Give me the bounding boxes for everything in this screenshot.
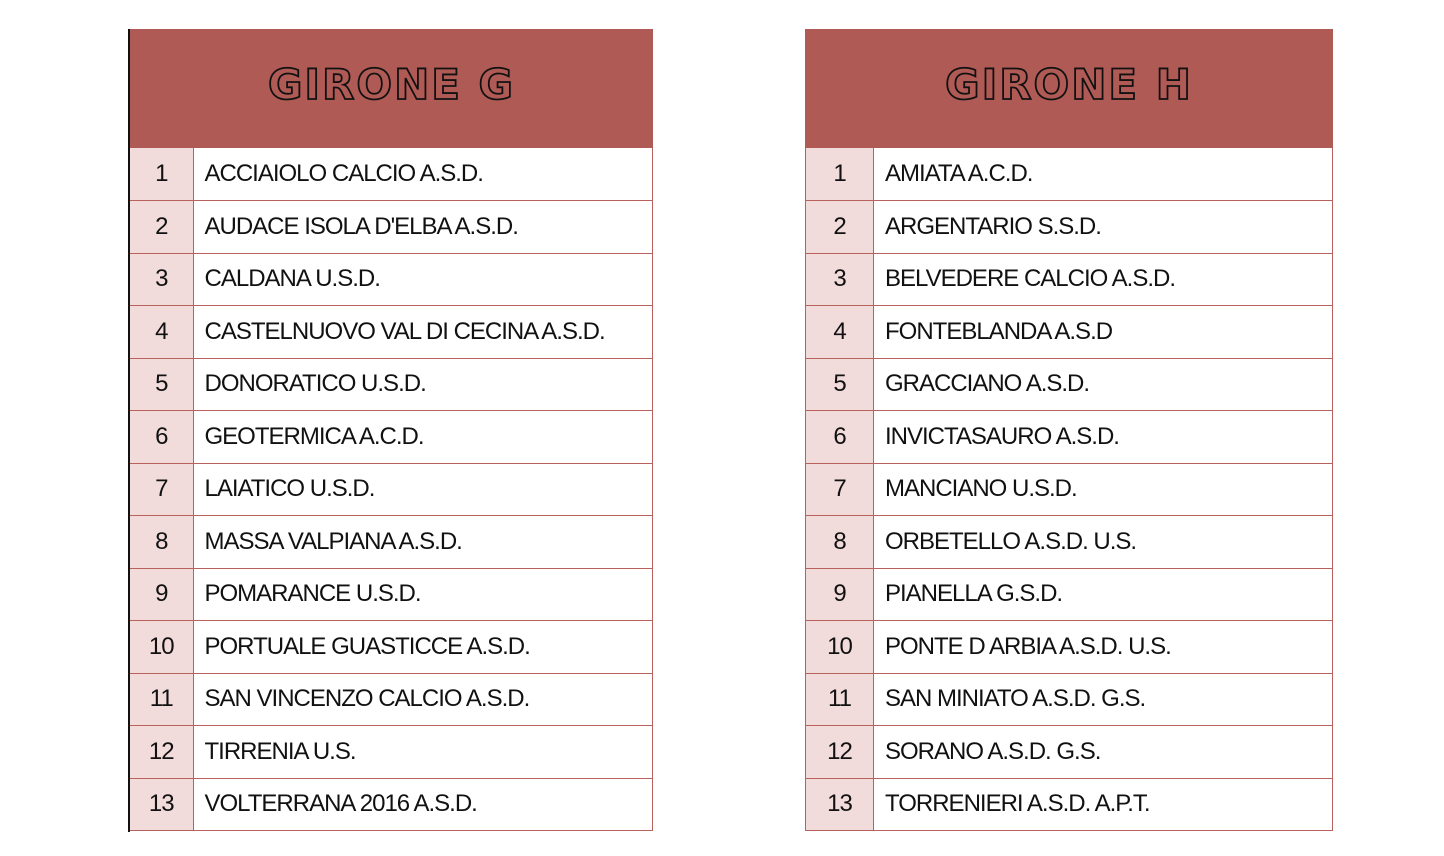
group-h-title: GIRONE H [945, 60, 1193, 109]
table-row [806, 621, 1333, 674]
team-name: DONORATICO U.S.D. [193, 358, 653, 411]
team-number: 1 [130, 148, 193, 201]
team-name: CASTELNUOVO VAL DI CECINA A.S.D. [193, 306, 653, 359]
team-name: POMARANCE U.S.D. [193, 568, 653, 621]
table-row [130, 358, 653, 411]
team-name: GEOTERMICA A.C.D. [193, 411, 653, 464]
team-number: 4 [806, 306, 874, 359]
table-row [130, 568, 653, 621]
team-name: INVICTASAURO A.S.D. [874, 411, 1333, 464]
team-number: 1 [806, 148, 874, 201]
team-name: AMIATA A.C.D. [874, 148, 1333, 201]
table-row [130, 516, 653, 569]
group-g-table [130, 29, 653, 831]
table-row [806, 306, 1333, 359]
table-row [130, 621, 653, 674]
group-h-table [805, 29, 1333, 831]
team-number: 12 [806, 726, 874, 779]
team-name: PONTE D ARBIA A.S.D. U.S. [874, 621, 1333, 674]
team-name: ORBETELLO A.S.D. U.S. [874, 516, 1333, 569]
team-name: LAIATICO U.S.D. [193, 463, 653, 516]
table-row [130, 726, 653, 779]
team-number: 2 [130, 201, 193, 254]
team-number: 11 [806, 673, 874, 726]
group-g-header [130, 29, 653, 148]
table-row [130, 306, 653, 359]
team-name: GRACCIANO A.S.D. [874, 358, 1333, 411]
team-number: 4 [130, 306, 193, 359]
group-g-title: GIRONE G [267, 60, 516, 109]
team-name: PORTUALE GUASTICCE A.S.D. [193, 621, 653, 674]
table-row [806, 673, 1333, 726]
team-number: 8 [130, 516, 193, 569]
table-row [130, 148, 653, 201]
table-row [806, 726, 1333, 779]
team-number: 3 [806, 253, 874, 306]
table-row [806, 463, 1333, 516]
group-h-team-list [805, 148, 1333, 831]
team-number: 9 [130, 568, 193, 621]
team-number: 8 [806, 516, 874, 569]
team-name: ACCIAIOLO CALCIO A.S.D. [193, 148, 653, 201]
table-row [806, 568, 1333, 621]
table-row [130, 673, 653, 726]
table-row [806, 358, 1333, 411]
team-name: TIRRENIA U.S. [193, 726, 653, 779]
table-row [806, 253, 1333, 306]
team-number: 7 [806, 463, 874, 516]
team-number: 6 [130, 411, 193, 464]
team-number: 6 [806, 411, 874, 464]
team-number: 10 [130, 621, 193, 674]
team-number: 5 [130, 358, 193, 411]
team-name: MANCIANO U.S.D. [874, 463, 1333, 516]
table-row [806, 148, 1333, 201]
table-row [806, 516, 1333, 569]
team-number: 7 [130, 463, 193, 516]
table-row [130, 411, 653, 464]
team-name: FONTEBLANDA A.S.D [874, 306, 1333, 359]
table-row [130, 253, 653, 306]
table-row [806, 411, 1333, 464]
team-number: 12 [130, 726, 193, 779]
group-h-header [805, 29, 1333, 148]
table-row [130, 778, 653, 831]
team-number: 2 [806, 201, 874, 254]
table-row [130, 463, 653, 516]
team-name: SORANO A.S.D. G.S. [874, 726, 1333, 779]
team-number: 13 [130, 778, 193, 831]
team-number: 10 [806, 621, 874, 674]
team-name: SAN VINCENZO CALCIO A.S.D. [193, 673, 653, 726]
team-name: BELVEDERE CALCIO A.S.D. [874, 253, 1333, 306]
table-row [806, 778, 1333, 831]
team-number: 11 [130, 673, 193, 726]
team-name: MASSA VALPIANA A.S.D. [193, 516, 653, 569]
team-name: ARGENTARIO S.S.D. [874, 201, 1333, 254]
group-g-team-list [130, 148, 653, 831]
team-number: 3 [130, 253, 193, 306]
team-name: CALDANA U.S.D. [193, 253, 653, 306]
team-name: PIANELLA G.S.D. [874, 568, 1333, 621]
team-number: 9 [806, 568, 874, 621]
team-name: VOLTERRANA 2016 A.S.D. [193, 778, 653, 831]
team-number: 5 [806, 358, 874, 411]
team-number: 13 [806, 778, 874, 831]
team-name: SAN MINIATO A.S.D. G.S. [874, 673, 1333, 726]
table-row [130, 201, 653, 254]
table-row [806, 201, 1333, 254]
team-name: TORRENIERI A.S.D. A.P.T. [874, 778, 1333, 831]
team-name: AUDACE ISOLA D'ELBA A.S.D. [193, 201, 653, 254]
